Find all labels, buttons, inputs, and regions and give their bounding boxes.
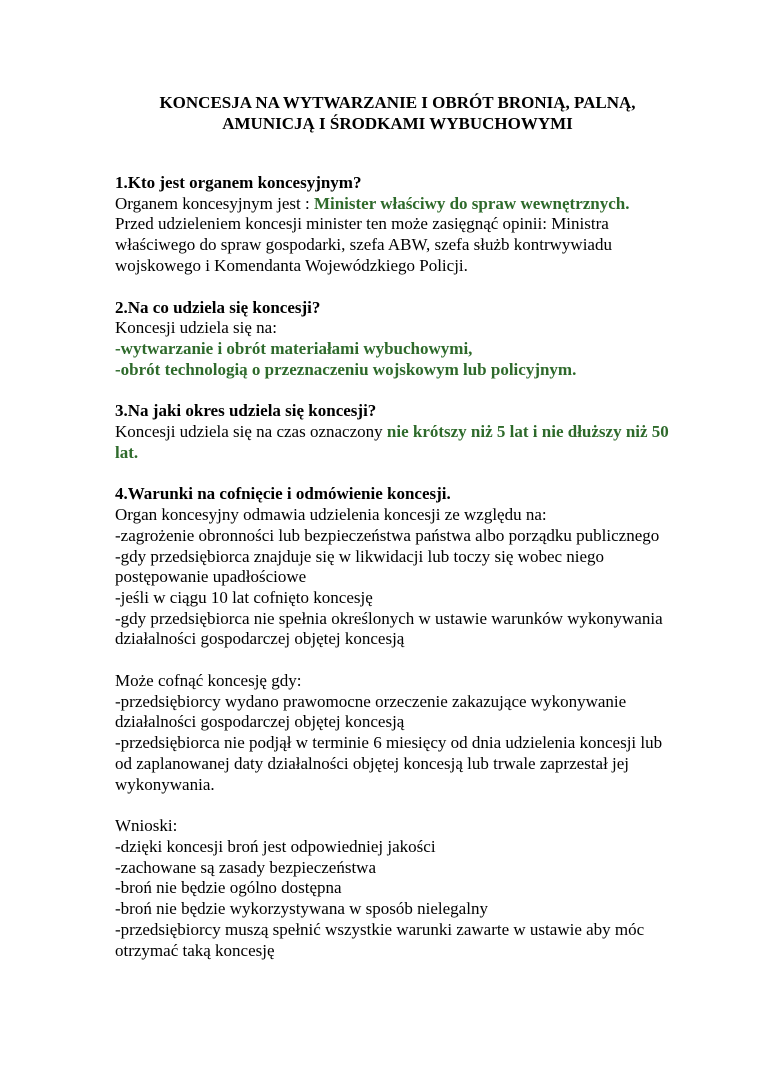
section-1 — [115, 173, 675, 277]
refuse-list — [115, 526, 675, 650]
section-3-heading: 3.Na jaki okres udziela się koncesji? — [115, 401, 377, 421]
spacer — [115, 134, 675, 173]
spacer — [115, 463, 675, 484]
title-line-1: KONCESJA NA WYTWARZANIE I OBRÓT BRONIĄ, PALNĄ, — [159, 93, 636, 112]
spacer — [115, 380, 675, 401]
conclusions-intro: Wnioski: — [115, 816, 178, 836]
section-2-item: -obrót technologią o przeznaczeniu wojskowym lub policyjnym. — [115, 359, 577, 379]
section-4 — [115, 484, 675, 795]
list-item: -gdy przedsiębiorca znajduje się w likwidacji lub toczy się wobec niego postępowanie upadłościowe — [115, 546, 605, 587]
section-4-intro: Organ koncesyjny odmawia udzielenia koncesji ze względu na: — [115, 505, 547, 525]
conclusions — [115, 816, 675, 961]
spacer — [115, 795, 675, 816]
section-2-item: -wytwarzanie i obrót materiałami wybuchowymi, — [115, 338, 473, 358]
section-3-highlight: nie krótszy niż 5 lat i nie dłuższy niż 50 lat. — [115, 422, 669, 462]
list-item: -dzięki koncesji broń jest odpowiedniej jakości — [115, 836, 436, 856]
section-1-highlight: Minister właściwy do spraw wewnętrznych. — [313, 193, 630, 213]
section-1-text — [115, 194, 675, 215]
revoke-intro: Może cofnąć koncesję gdy: — [115, 671, 302, 691]
conclusions-list — [115, 837, 675, 961]
section-1-paragraph: Przed udzieleniem koncesji minister ten może zasięgnąć opinii: Ministra właściwego do spraw gospodarki, szefa ABW, szefa służb kontrwywiadu wojskowego i Komendanta Wojewódzkiego Policji. — [115, 214, 612, 275]
section-2-intro: Koncesji udziela się na: — [115, 318, 277, 338]
list-item: -broń nie będzie wykorzystywana w sposób nielegalny — [115, 899, 488, 919]
section-3 — [115, 401, 675, 463]
section-3-text — [115, 422, 675, 463]
spacer — [115, 277, 675, 298]
title-line-2: AMUNICJĄ I ŚRODKAMI WYBUCHOWYMI — [222, 114, 573, 133]
section-2 — [115, 298, 675, 381]
list-item: -przedsiębiorcy wydano prawomocne orzeczenie zakazujące wykonywanie działalności gospodarczej objętej koncesją — [115, 691, 627, 732]
list-item: -przedsiębiorcy muszą spełnić wszystkie warunki zawarte w ustawie aby móc otrzymać taką koncesję — [115, 919, 645, 960]
section-3-text-prefix: Koncesji udziela się na czas oznaczony — [115, 422, 387, 442]
spacer — [115, 650, 675, 671]
document-title — [115, 92, 675, 134]
list-item: -przedsiębiorca nie podjął w terminie 6 miesięcy od dnia udzielenia koncesji lub od zaplanowanej daty działalności objętej koncesją lub trwale zaprzestał jej wykonywania. — [115, 733, 663, 794]
document-content — [115, 92, 675, 961]
section-1-heading: 1.Kto jest organem koncesyjnym? — [115, 173, 362, 192]
list-item: -jeśli w ciągu 10 lat cofnięto koncesję — [115, 587, 373, 607]
list-item: -broń nie będzie ogólno dostępna — [115, 878, 342, 898]
list-item: -zagrożenie obronności lub bezpieczeństwa państwa albo porządku publicznego — [115, 525, 660, 545]
section-4-heading: 4.Warunki na cofnięcie i odmówienie koncesji. — [115, 484, 451, 504]
list-item: -zachowane są zasady bezpieczeństwa — [115, 857, 376, 877]
revoke-list — [115, 692, 675, 796]
section-1-text-prefix: Organem koncesyjnym jest : — [115, 193, 314, 213]
section-2-heading: 2.Na co udziela się koncesji? — [115, 297, 321, 317]
list-item: -gdy przedsiębiorca nie spełnia określonych w ustawie warunków wykonywania działalności gospodarczej objętej koncesją — [115, 608, 663, 649]
